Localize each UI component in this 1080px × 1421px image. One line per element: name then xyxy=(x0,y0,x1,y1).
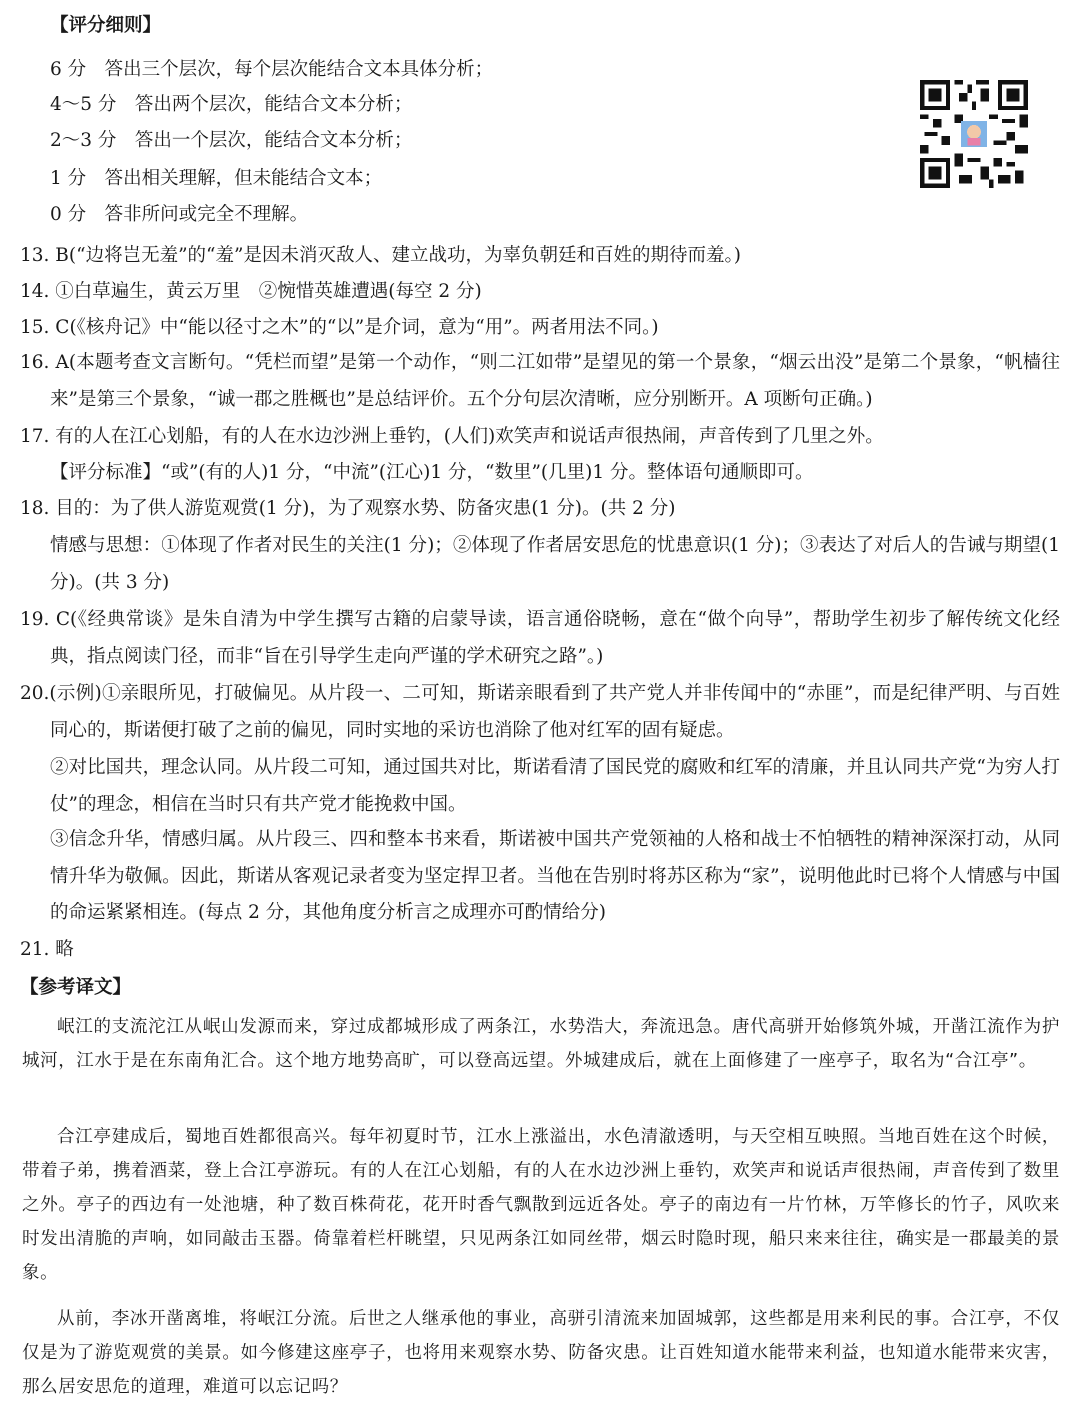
answer-18-purpose: 18. 目的：为了供人游览观赏(1 分)，为了观察水势、防备灾患(1 分)。(共 2 分) xyxy=(20,498,676,519)
answer-17-standard: 【评分标准】“或”(有的人)1 分，“中流”(江心)1 分，“数里”(几里)1 分。整体语句通顺即可。 xyxy=(50,462,814,483)
answer-15: 15. C(《核舟记》中“能以径寸之木”的“以”是介词，意为“用”。两者用法不同。) xyxy=(20,317,659,338)
answer-21: 21. 略 xyxy=(20,939,74,960)
rubric-line-6: 6 分 答出三个层次，每个层次能结合文本具体分析； xyxy=(50,59,494,80)
answer-14: 14. ①白草遍生，黄云万里 ②惋惜英雄遭遇(每空 2 分) xyxy=(20,281,482,302)
answer-20-point-3: ③信念升华，情感归属。从片段三、四和整本书来看，斯诺被中国共产党领袖的人格和战士不怕牺牲的精神深深打动，从同情升华为敬佩。因此，斯诺从客观记录者变为坚定捍卫者。当他在告别时将苏区称为“家”，说明他此时已将个人情感与中国的命运紧紧相连。(每点 2 分，其他角度分析言之成理亦可酌情给分) xyxy=(50,829,1060,923)
rubric-line-1: 1 分 答出相关理解，但未能结合文本； xyxy=(50,168,383,189)
rubric-line-2-3: 2～3 分 答出一个层次，能结合文本分析； xyxy=(50,130,413,151)
answer-13: 13. B(“边将岂无羞”的“羞”是因未消灭敌人、建立战功，为辜负朝廷和百姓的期待而羞。) xyxy=(20,245,741,266)
rubric-line-0: 0 分 答非所问或完全不理解。 xyxy=(50,204,309,225)
translation-paragraph-2: 合江亭建成后，蜀地百姓都很高兴。每年初夏时节，江水上涨溢出，水色清澈透明，与天空相互映照。当地百姓在这个时候，带着子弟，携着酒菜，登上合江亭游玩。有的人在江心划船，有的人在水边沙洲上垂钓，欢笑声和说话声很热闹，声音传到了数里之外。亭子的西边有一处池塘，种了数百株荷花，花开时香气飘散到远近各处。亭子的南边有一片竹林，万竿修长的竹子，风吹来时发出清脆的声响，如同敲击玉器。倚靠着栏杆眺望，只见两条江如同丝带，烟云时隐时现，船只来来往往，确实是一郡最美的景象。 xyxy=(22,1127,1060,1283)
answer-19: 19. C(《经典常谈》是朱自清为中学生撰写古籍的启蒙导读，语言通俗晓畅，意在“做个向导”，帮助学生初步了解传统文化经典，指点阅读门径，而非“旨在引导学生走向严谨的学术研究之路”。) xyxy=(20,609,1060,667)
qr-code-icon xyxy=(920,80,1028,188)
answer-16: 16. A(本题考查文言断句。“凭栏而望”是第一个动作，“则二江如带”是望见的第一个景象，“烟云出没”是第二个景象，“帆樯往来”是第三个景象，“诚一郡之胜概也”是总结评价。五个分句层次清晰，应分别断开。A 项断句正确。) xyxy=(20,352,1060,410)
translation-heading: 【参考译文】 xyxy=(20,977,132,998)
answer-17: 17. 有的人在江心划船，有的人在水边沙洲上垂钓，(人们)欢笑声和说话声很热闹，声音传到了几里之外。 xyxy=(20,426,884,447)
rubric-heading: 【评分细则】 xyxy=(50,15,162,36)
translation-paragraph-1: 岷江的支流沱江从岷山发源而来，穿过成都城形成了两条江，水势浩大，奔流迅急。唐代高骈开始修筑外城，开凿江流作为护城河，江水于是在东南角汇合。这个地方地势高旷，可以登高远望。外城建成后，就在上面修建了一座亭子，取名为“合江亭”。 xyxy=(22,1017,1060,1071)
rubric-line-4-5: 4～5 分 答出两个层次，能结合文本分析； xyxy=(50,94,413,115)
translation-paragraph-3: 从前，李冰开凿离堆，将岷江分流。后世之人继承他的事业，高骈引清流来加固城郭，这些都是用来利民的事。合江亭，不仅仅是为了游览观赏的美景。如今修建这座亭子，也将用来观察水势、防备灾患。让百姓知道水能带来利益，也知道水能带来灾害，那么居安思危的道理，难道可以忘记吗？ xyxy=(22,1309,1060,1397)
answer-20-point-1: 20.(示例)①亲眼所见，打破偏见。从片段一、二可知，斯诺亲眼看到了共产党人并非传闻中的“赤匪”，而是纪律严明、与百姓同心的，斯诺便打破了之前的偏见，同时实地的采访也消除了他对红军的固有疑虑。 xyxy=(20,683,1060,741)
answer-18-emotion: 情感与思想：①体现了作者对民生的关注(1 分)；②体现了作者居安思危的忧患意识(1 分)；③表达了对后人的告诫与期望(1 分)。(共 3 分) xyxy=(50,535,1060,593)
answer-20-point-2: ②对比国共，理念认同。从片段二可知，通过国共对比，斯诺看清了国民党的腐败和红军的清廉，并且认同共产党“为穷人打仗”的理念，相信在当时只有共产党才能挽救中国。 xyxy=(50,757,1060,815)
